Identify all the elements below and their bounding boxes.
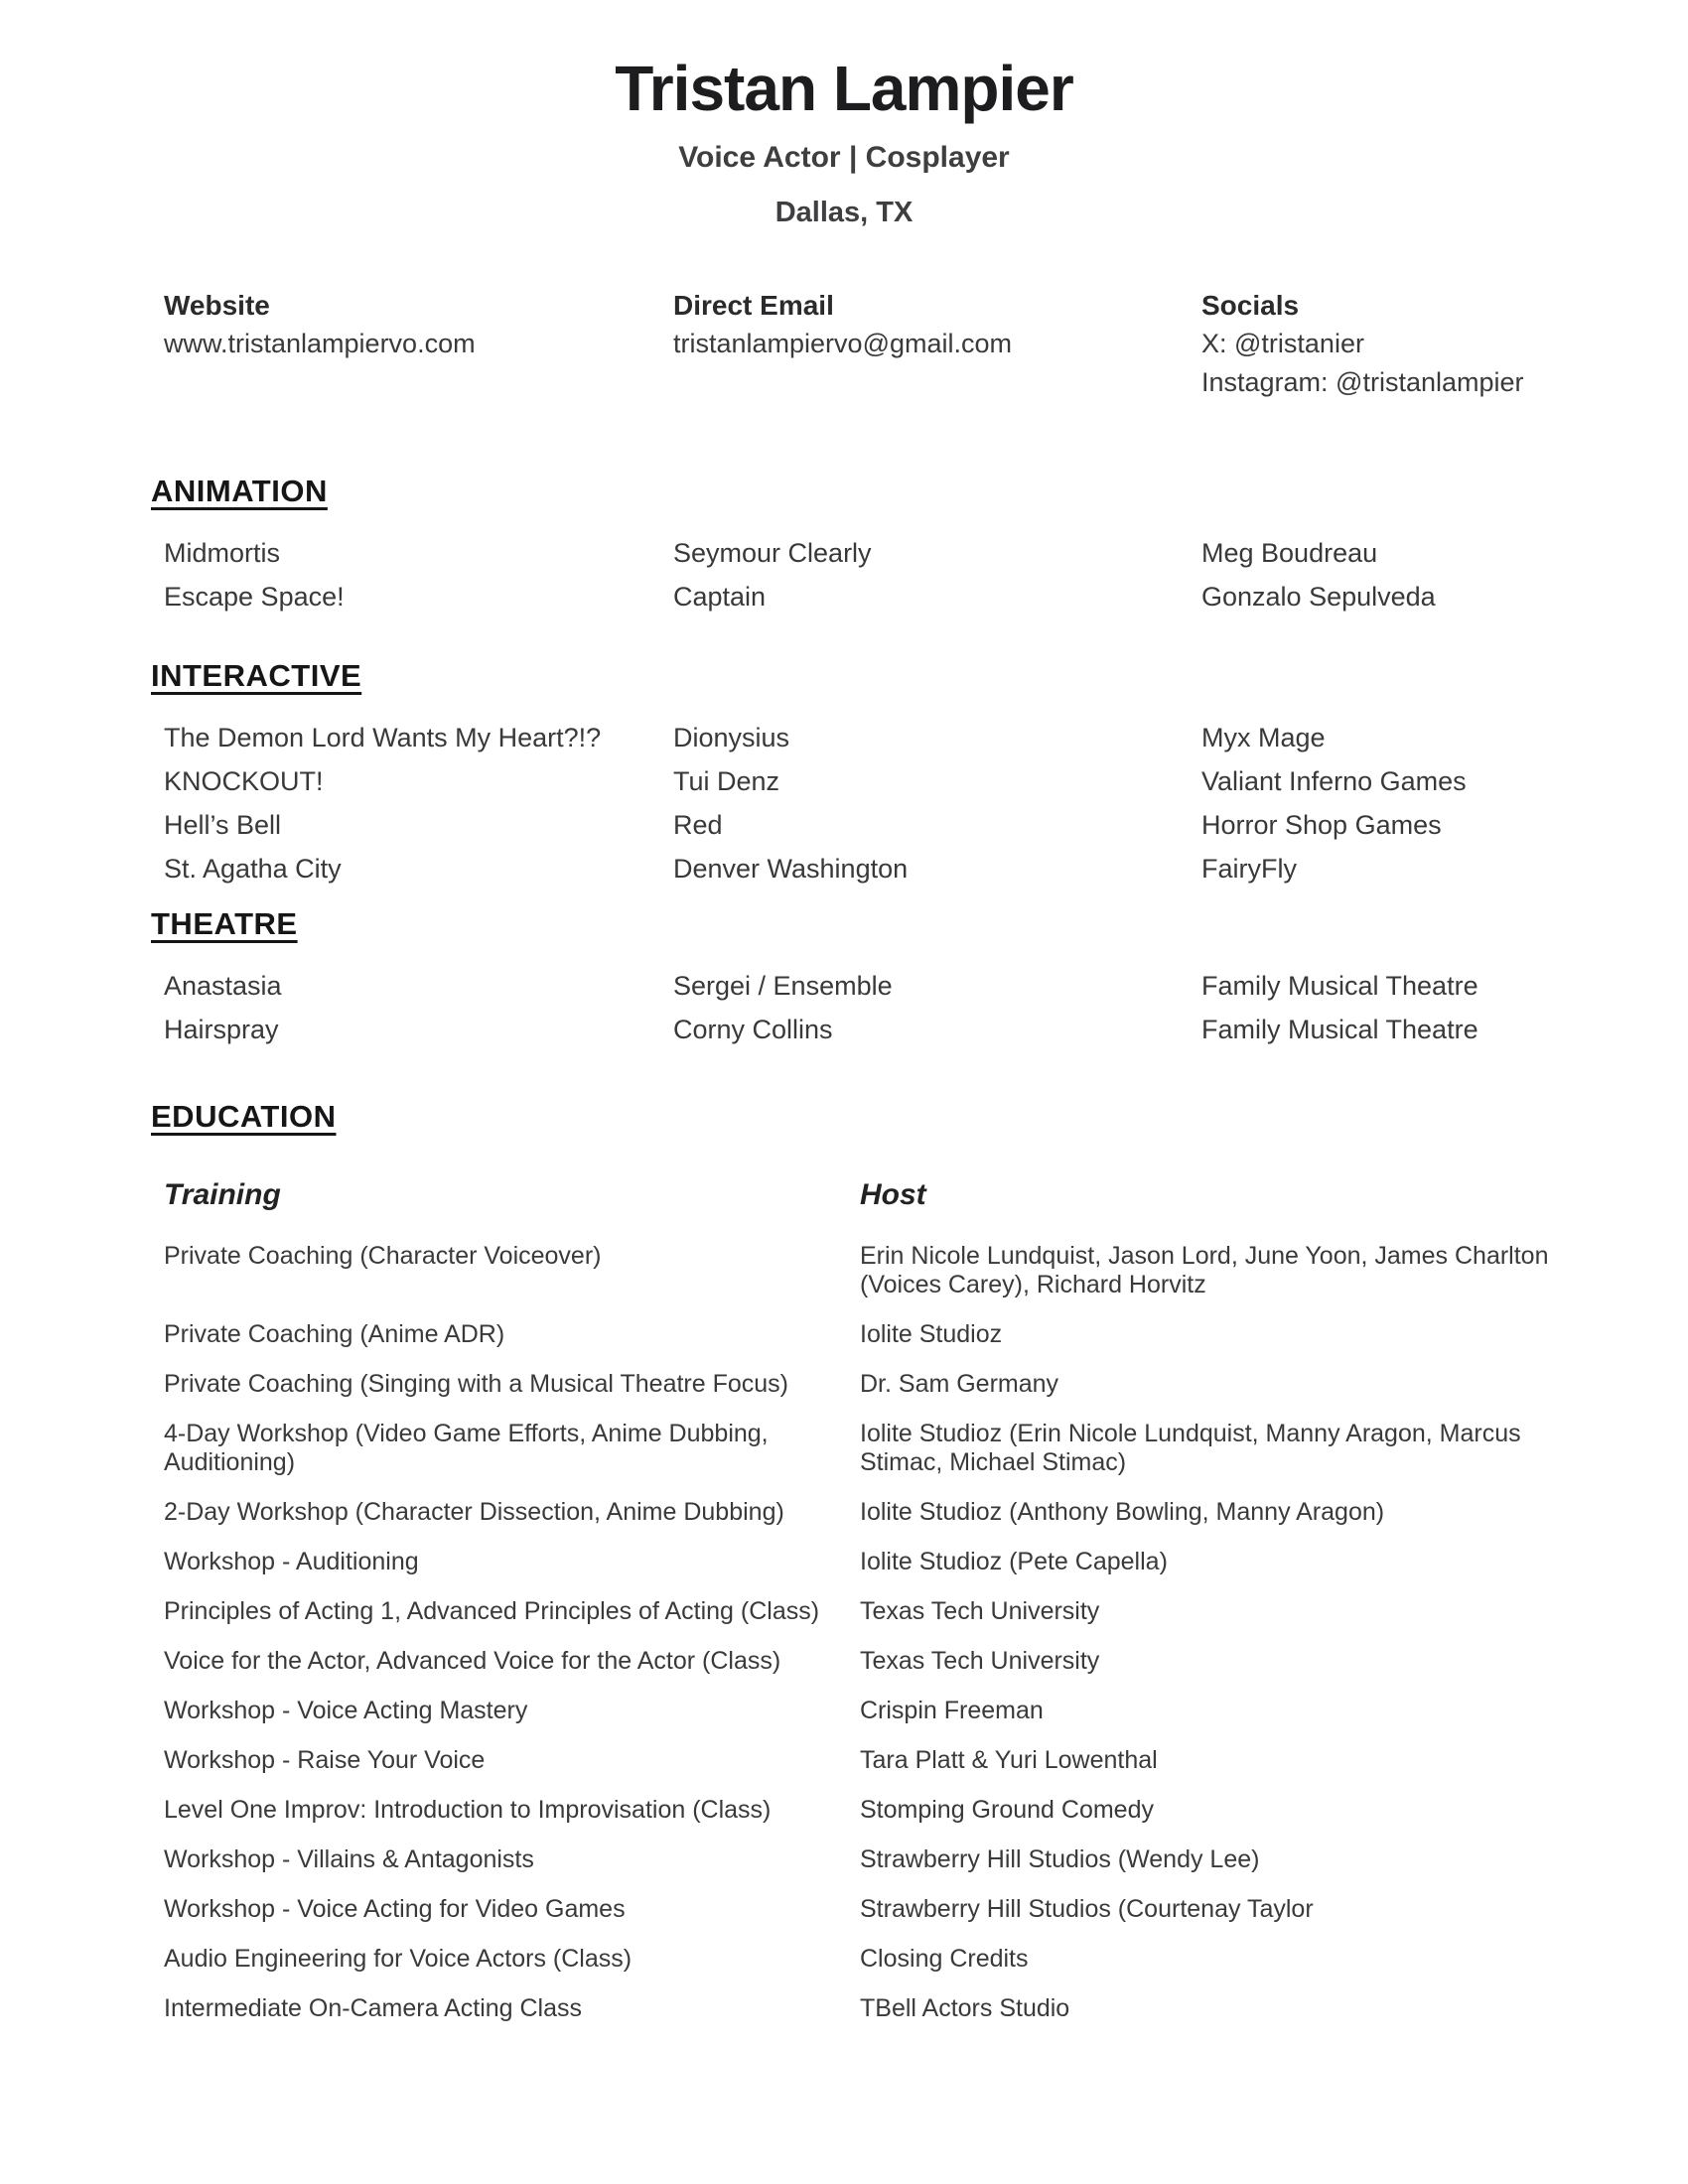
credit-project: Hairspray [164, 1015, 279, 1044]
education-training: Workshop - Villains & Antagonists [164, 1845, 534, 1873]
credit-section [0, 474, 1688, 611]
education-column-headers [0, 1178, 1688, 1212]
email-label: Direct Email [673, 290, 834, 321]
education-row [164, 1647, 1688, 1676]
education-host: Iolite Studioz [860, 1320, 1003, 1348]
social-x-handle: X: @tristanier [1201, 329, 1364, 358]
education-host: Iolite Studioz (Pete Capella) [860, 1548, 1168, 1575]
credit-row [164, 724, 1688, 751]
education-host: Crispin Freeman [860, 1697, 1044, 1724]
education-row [164, 1796, 1688, 1825]
education-training: Workshop - Voice Acting for Video Games [164, 1895, 626, 1923]
credit-rows [0, 972, 1688, 1043]
education-training: 4-Day Workshop (Video Game Efforts, Anime Dubbing, Auditioning) [164, 1420, 769, 1476]
credit-role: Captain [673, 582, 767, 612]
credit-studio: Gonzalo Sepulveda [1201, 582, 1436, 612]
education-host: Erin Nicole Lundquist, Jason Lord, June Yoon, James Charlton (Voices Carey), Richard Horvitz [860, 1242, 1549, 1298]
credit-role: Sergei / Ensemble [673, 971, 893, 1001]
credit-project: The Demon Lord Wants My Heart?!? [164, 723, 602, 752]
credit-row [164, 972, 1688, 1000]
education-row [164, 1370, 1688, 1399]
education-host: Dr. Sam Germany [860, 1370, 1059, 1398]
credit-project: Hell’s Bell [164, 810, 282, 840]
education-host: Iolite Studioz (Anthony Bowling, Manny Aragon) [860, 1498, 1385, 1526]
education-section [0, 1099, 1688, 2023]
education-host: Strawberry Hill Studios (Courtenay Taylor [860, 1895, 1314, 1923]
education-row [164, 1945, 1688, 1974]
credit-studio: Meg Boudreau [1201, 538, 1378, 568]
education-row [164, 1498, 1688, 1527]
socials-label: Socials [1201, 290, 1300, 321]
education-training: Private Coaching (Anime ADR) [164, 1320, 505, 1348]
education-training: Workshop - Voice Acting Mastery [164, 1697, 528, 1724]
person-location: Dallas, TX [774, 197, 914, 228]
section-heading: ANIMATION [151, 474, 328, 508]
website-url: www.tristanlampiervo.com [164, 329, 476, 358]
education-row [164, 1994, 1688, 2023]
education-heading: EDUCATION [151, 1099, 337, 1134]
social-instagram-handle: Instagram: @tristanlampier [1201, 367, 1524, 397]
education-host: Iolite Studioz (Erin Nicole Lundquist, Manny Aragon, Marcus Stimac, Michael Stimac) [860, 1420, 1521, 1476]
education-row [164, 1746, 1688, 1775]
credit-row [164, 855, 1688, 883]
education-training: Workshop - Auditioning [164, 1548, 419, 1575]
credit-section [0, 906, 1688, 1043]
credit-studio: Family Musical Theatre [1201, 971, 1478, 1001]
education-training: Private Coaching (Character Voiceover) [164, 1242, 602, 1270]
education-training: Intermediate On-Camera Acting Class [164, 1994, 583, 2022]
credit-rows [0, 724, 1688, 883]
education-row [164, 1697, 1688, 1725]
education-row [164, 1548, 1688, 1576]
credit-role: Denver Washington [673, 854, 909, 884]
credit-studio: Valiant Inferno Games [1201, 766, 1467, 796]
website-label: Website [164, 290, 270, 321]
credit-row [164, 811, 1688, 839]
education-rows [0, 1242, 1688, 2023]
education-host: Tara Platt & Yuri Lowenthal [860, 1746, 1158, 1774]
education-host: Texas Tech University [860, 1597, 1100, 1625]
credit-project: KNOCKOUT! [164, 766, 324, 796]
education-row [164, 1895, 1688, 1924]
credit-role: Tui Denz [673, 766, 780, 796]
contact-socials [1201, 287, 1688, 402]
education-training: Voice for the Actor, Advanced Voice for the Actor (Class) [164, 1647, 781, 1675]
contact-email [673, 287, 1201, 402]
credit-row [164, 539, 1688, 567]
person-name: Tristan Lampier [615, 53, 1073, 124]
education-host: Closing Credits [860, 1945, 1029, 1973]
education-training: Private Coaching (Singing with a Musical Theatre Focus) [164, 1370, 788, 1398]
education-training: 2-Day Workshop (Character Dissection, Anime Dubbing) [164, 1498, 784, 1526]
contact-section [0, 287, 1688, 402]
contact-website [164, 287, 673, 402]
education-row [164, 1320, 1688, 1349]
education-training: Principles of Acting 1, Advanced Principles of Acting (Class) [164, 1597, 820, 1625]
credit-studio: Myx Mage [1201, 723, 1326, 752]
credit-role: Dionysius [673, 723, 790, 752]
education-host: Strawberry Hill Studios (Wendy Lee) [860, 1845, 1260, 1873]
credit-role: Seymour Clearly [673, 538, 872, 568]
credit-studio: Family Musical Theatre [1201, 1015, 1478, 1044]
section-heading: INTERACTIVE [151, 658, 362, 693]
training-column-header: Training [164, 1178, 281, 1211]
education-training: Audio Engineering for Voice Actors (Class) [164, 1945, 633, 1973]
host-column-header: Host [860, 1178, 926, 1211]
education-training: Level One Improv: Introduction to Improvisation (Class) [164, 1796, 772, 1824]
person-title: Voice Actor | Cosplayer [678, 141, 1010, 174]
education-row [164, 1420, 1688, 1477]
credit-studio: Horror Shop Games [1201, 810, 1442, 840]
credit-project: St. Agatha City [164, 854, 342, 884]
resume-header [0, 0, 1688, 229]
education-row [164, 1597, 1688, 1626]
email-address: tristanlampiervo@gmail.com [673, 329, 1013, 358]
credit-project: Midmortis [164, 538, 281, 568]
section-heading: THEATRE [151, 906, 298, 941]
education-training: Workshop - Raise Your Voice [164, 1746, 486, 1774]
credit-row [164, 1016, 1688, 1043]
education-host: Texas Tech University [860, 1647, 1100, 1675]
education-host: Stomping Ground Comedy [860, 1796, 1154, 1824]
credit-role: Corny Collins [673, 1015, 833, 1044]
education-row [164, 1242, 1688, 1299]
education-host: TBell Actors Studio [860, 1994, 1070, 2022]
credit-rows [0, 539, 1688, 611]
credit-row [164, 767, 1688, 795]
credit-section [0, 658, 1688, 883]
credit-role: Red [673, 810, 723, 840]
credit-row [164, 583, 1688, 611]
credit-project: Escape Space! [164, 582, 345, 612]
credit-studio: FairyFly [1201, 854, 1297, 884]
credit-project: Anastasia [164, 971, 282, 1001]
education-row [164, 1845, 1688, 1874]
credit-sections-container [0, 474, 1688, 1043]
